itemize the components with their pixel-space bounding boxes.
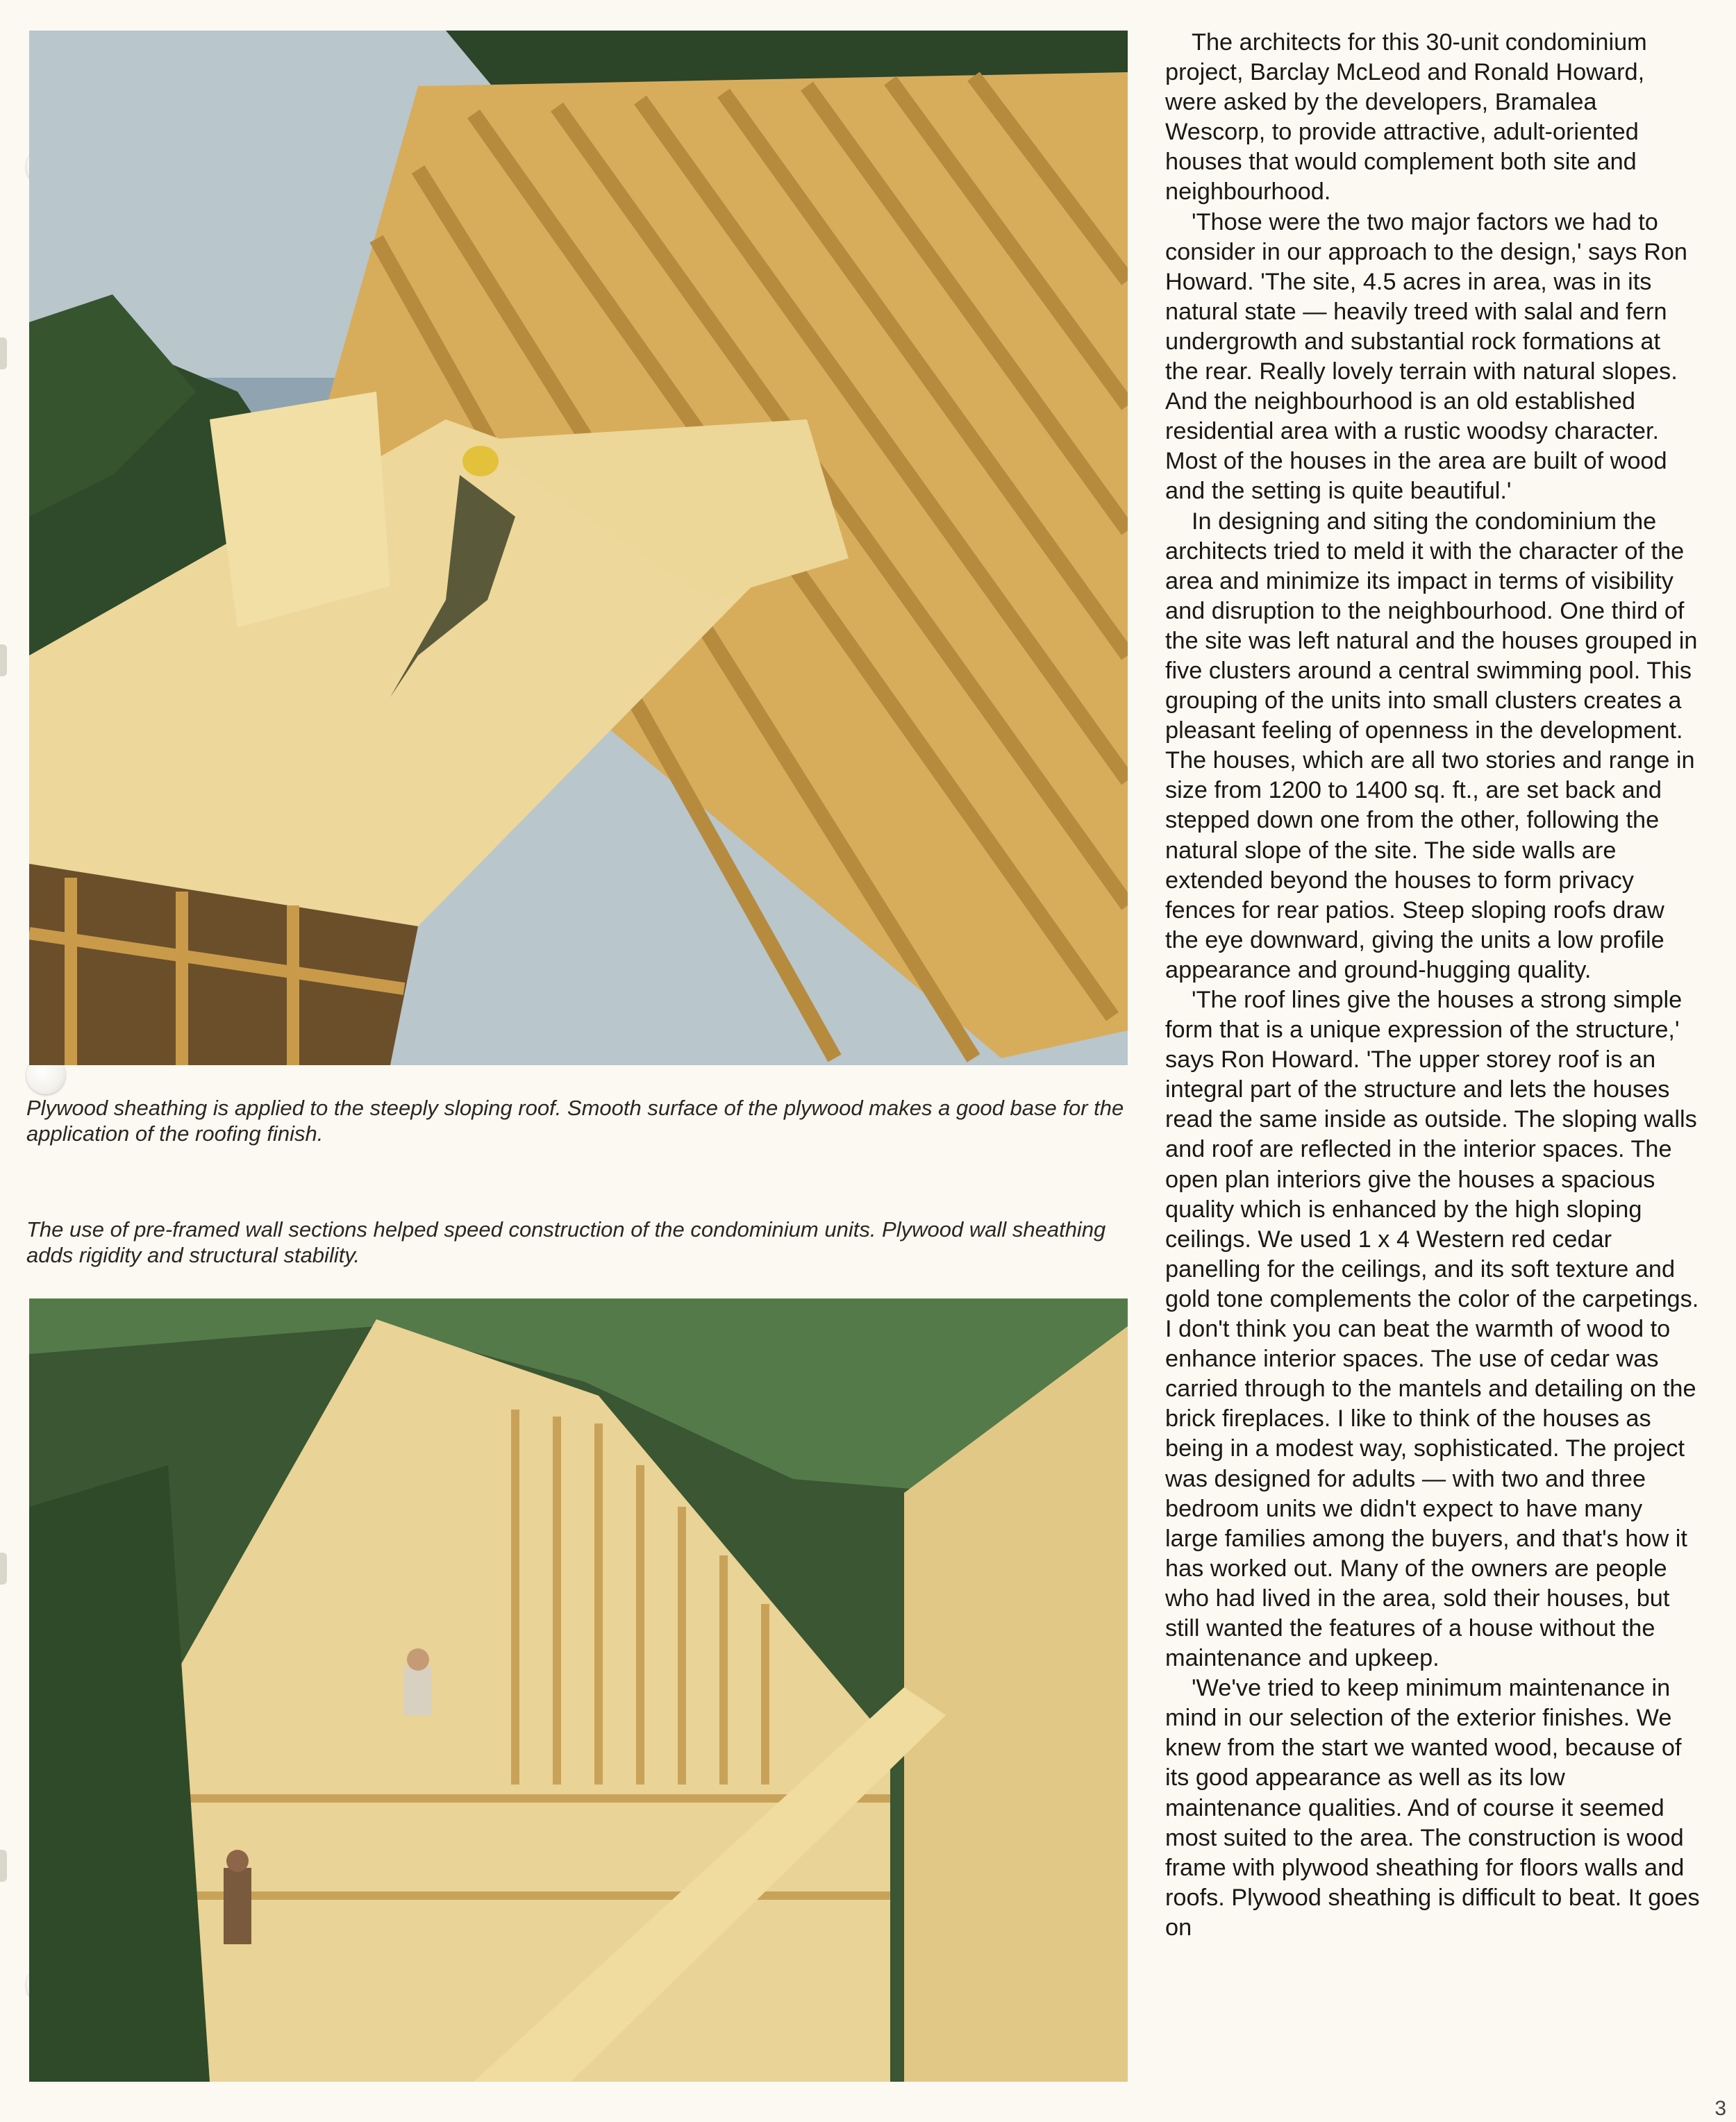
article-paragraph-1: The architects for this 30-unit condominium project, Barclay McLeod and Ronald Howard, were asked by the developers, Bramalea Wescorp, to provide attractive, adult-oriented houses that would complement both site and neighbourhood. [1165,29,1647,206]
article-paragraph-2: 'Those were the two major factors we had to consider in our approach to the design,' says Ron Howard. 'The site, 4.5 acres in area, was in its natural state — heavily treed with salal and fern undergrowth and substantial rock formations at the rear. Really lovely terrain with natural slopes. And the neighbourhood is an old established residential area with a rustic woodsy character. Most of the houses in the area are built of wood and the setting is quite beautiful.' [1165,208,1688,505]
binder-tab-3 [0,1553,7,1585]
article-body [1165,28,1700,2100]
binder-tab-1 [0,337,7,369]
article-paragraph-3: In designing and siting the condominium the architects tried to meld it with the character of the area and minimize its impact in terms of visibility and disruption to the neighbourhood. One third of the site was left natural and the houses grouped in five clusters around a central swimming pool. This grouping of the units into small clusters creates a pleasant feeling of openness in the development. The houses, which are all two stories and range in size from 1200 to 1400 sq. ft., are set back and stepped down one from the other, following the natural slope of the site. The side walls are extended beyond the houses to form privacy fences for rear patios. Steep sloping roofs draw the eye downward, giving the units a low profile appearance and ground-hugging quality. [1165,508,1698,983]
photo-framed-walls-image [29,1298,1128,2082]
binder-tab-4 [0,1850,7,1882]
binder-tab-2 [0,644,7,676]
page-number: 3 [1714,2097,1726,2120]
article-paragraph-5: 'We've tried to keep minimum maintenance in mind in our selection of the exterior finishes. We knew from the start we wanted wood, because of its good appearance as well as its low maintenance qualities. And of course it seemed most suited to the area. The construction is wood frame with plywood sheathing for floors walls and roofs. Plywood sheathing is difficult to beat. It goes on [1165,1675,1700,1941]
article-paragraph-4: 'The roof lines give the houses a strong simple form that is a unique expression of the structure,' says Ron Howard. 'The upper storey roof is an integral part of the structure and lets the houses read the same inside as outside. The sloping walls and roof are reflected in the interior spaces. The open plan interiors give the houses a spacious quality which is enhanced by the high sloping ceilings. We used 1 x 4 Western red cedar panelling for the ceilings, and its soft texture and gold tone complements the color of the carpetings. I don't think you can beat the warmth of wood to enhance interior spaces. The use of cedar was carried through to the mantels and detailing on the brick fireplaces. I like to think of the houses as being in a modest way, sophisticated. The project was designed for adults — with two and three bedroom units we didn't expect to have many large families among the buyers, and that's how it has worked out. Many of the owners are people who had lived in the area, sold their houses, but still wanted the features of a house without the maintenance and upkeep. [1165,987,1699,1672]
caption-bottom-photo: The use of pre-framed wall sections helped speed construction of the condominium units. Plywood wall sheathing adds rigidity and structural stability. [26,1217,1106,1267]
photo-framed-walls [29,1298,1128,2082]
photo-roof-sheathing-image [29,31,1128,1065]
photo-roof-sheathing [29,31,1128,1065]
caption-top-photo: Plywood sheathing is applied to the steeply sloping roof. Smooth surface of the plywood makes a good base for the application of the roofing finish. [26,1096,1124,1146]
